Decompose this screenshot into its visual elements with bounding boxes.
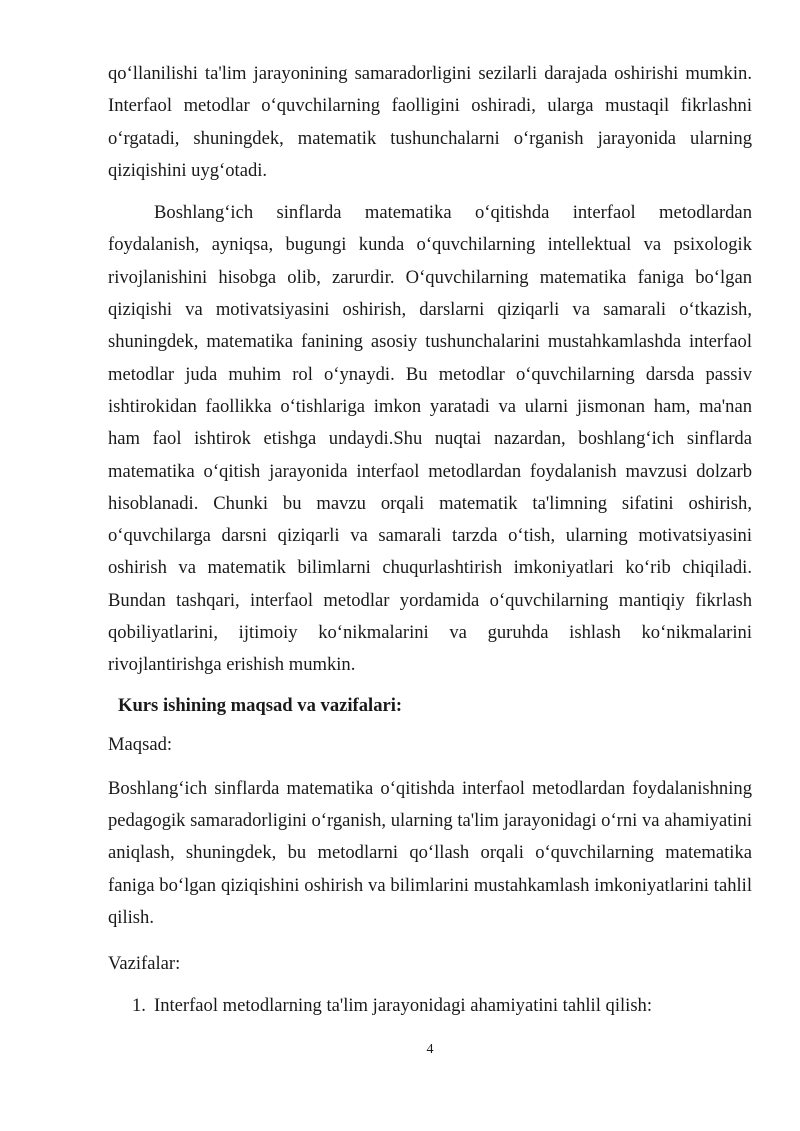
- goal-label: Maqsad:: [108, 733, 173, 755]
- tasks-list: [108, 990, 752, 1022]
- intro-paragraph: qo‘llanilishi ta'lim jarayonining samaradorligini sezilarli darajada oshirishi mumkin. Interfaol metodlar o‘quvchilarning faolligini oshiradi, ularga mustaqil fikrlashni o‘rgatadi, shuningdek, matematik tushunchalarni o‘rganish jarayonida ularning qiziqishini uyg‘otadi.: [108, 63, 752, 181]
- tasks-label: Vazifalar:: [108, 953, 181, 975]
- list-item-number: 1.: [132, 995, 146, 1017]
- relevance-paragraph: Boshlang‘ich sinflarda matematika o‘qitishda interfaol metodlardan foydalanish, ayniqsa, bugungi kunda o‘quvchilarning intellektual va psixologik rivojlanishini hisobga olib, zarurdir. O‘quvchilarning matematika faniga bo‘lgan qiziqishi va motivatsiyasini oshirish, darslarni qiziqarli va samarali o‘tkazish, shuningdek, matematika fanining asosiy tushunchalarini mustahkamlashda interfaol metodlar juda muhim rol o‘ynaydi. Bu metodlar o‘quvchilarning darsda passiv ishtirokidan faollikka o‘tishlariga imkon yaratadi va ularni jismonan ham, ma'nan ham faol ishtirok etishga undaydi.Shu nuqtai nazardan, boshlang‘ich sinflarda matematika o‘qitish jarayonida interfaol metodlardan foydalanish mavzusi dolzarb hisoblanadi. Chunki bu mavzu orqali matematik ta'limning sifatini oshirish, o‘quvchilarga darsni qiziqarli va samarali tarzda o‘tish, ularning motivatsiyasini oshirish va matematik bilimlarni chuqurlashtirish imkoniyatlari ko‘rib chiqiladi. Bundan tashqari, interfaol metodlar yordamida o‘quvchilarning mantiqiy fikrlash qobiliyatlarini, ijtimoiy ko‘nikmalarini va guruhda ishlash ko‘nikmalarini rivojlantirishga erishish mumkin.: [108, 202, 752, 676]
- list-item-text: Interfaol metodlarning ta'lim jarayonidagi ahamiyatini tahlil qilish:: [154, 995, 653, 1017]
- section-heading: Kurs ishining maqsad va vazifalari:: [118, 694, 403, 716]
- list-item: [108, 990, 752, 1022]
- document-page: [108, 58, 752, 1022]
- page-number: 4: [426, 1042, 434, 1057]
- goal-paragraph: Boshlang‘ich sinflarda matematika o‘qitishda interfaol metodlardan foydalanishning pedagogik samaradorligini o‘rganish, ularning ta'lim jarayonidagi o‘rni va ahamiyatini aniqlash, shuningdek, bu metodlarni qo‘llash orqali o‘quvchilarning matematika faniga bo‘lgan qiziqishini oshirish va bilimlarini mustahkamlash imkoniyatlarini tahlil qilish.: [108, 777, 752, 928]
